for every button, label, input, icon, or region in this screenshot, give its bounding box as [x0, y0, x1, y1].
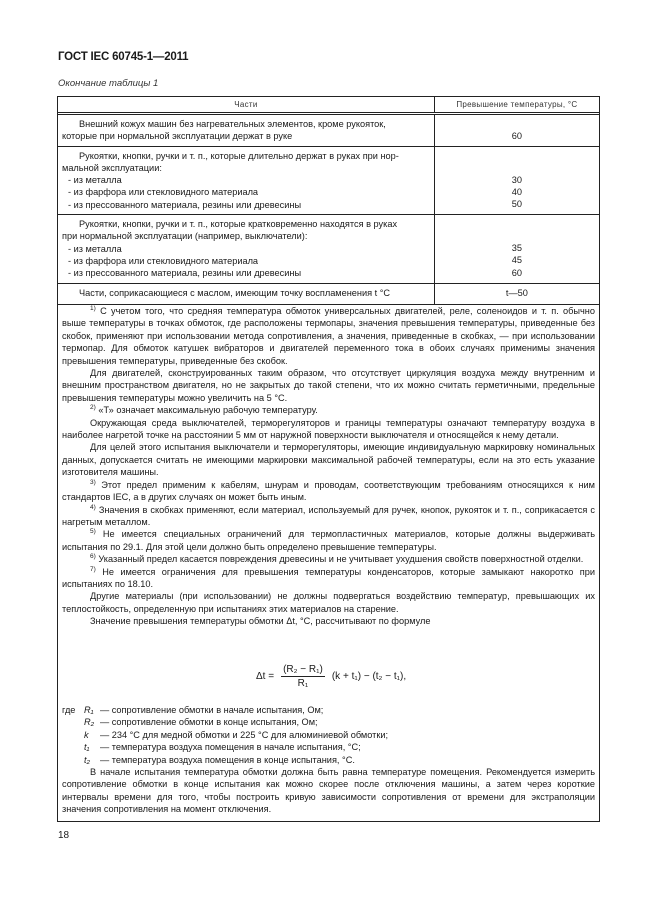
formula-numerator: (R₂ − R₁)	[283, 664, 323, 675]
formula-legend	[62, 704, 595, 766]
footnote-mark: 7)	[90, 565, 96, 573]
formula-rhs: (k + t₁) − (t₂ − t₁),	[331, 671, 407, 682]
row-text: Рукоятки, кнопки, ручки и т. п., которые кратковременно находятся в руках	[79, 219, 398, 230]
row-value: t—50	[505, 287, 528, 298]
footnote-text: Не имеется ограничения для превышения температуры конденсаторов, которые замыкают накоротко при испытаниях по 18.10.	[62, 566, 595, 589]
legend-row	[62, 754, 595, 766]
footnote-text: Другие материалы (при использовании) не должны подвергаться воздействию температур, превышающих их теплостойкость, определенную при испытаниях этих материалов на старение.	[62, 591, 595, 614]
row-item: - из прессованного материала, резины или древесины	[68, 268, 302, 279]
legend-text: — 234 °C для медной обмотки и 225 °C для алюминиевой обмотки;	[100, 729, 389, 740]
column-header-temperature: Превышение температуры, °C	[434, 97, 599, 114]
legend-text: — сопротивление обмотки в начале испытания, Ом;	[100, 705, 324, 715]
formula-denominator: R₁	[297, 678, 309, 689]
page-number: 18	[58, 830, 70, 841]
footnote-mark: 1)	[90, 305, 96, 312]
row-text: при нормальной эксплуатации (например, выключатели):	[62, 231, 308, 242]
footnote-paragraph	[62, 417, 595, 442]
legend-symbol: k	[84, 729, 89, 740]
legend-symbol: t₁	[84, 742, 90, 753]
footnote-text: «Т» означает максимальную рабочую температуру.	[98, 405, 318, 416]
table-header-row	[58, 97, 600, 114]
footnote-mark: 4)	[90, 503, 96, 511]
row-value: 50	[511, 199, 523, 210]
legend-row	[62, 741, 595, 753]
footnote-text: Для целей этого испытания выключатели и терморегуляторы, имеющие индивидуальную маркировку номинальных данных, допускается считать не имеющими маркировки максимальной рабочей температуры, если на это есть указание изготовителя машины.	[62, 442, 595, 478]
footnote-3	[62, 479, 595, 504]
legend-lead	[62, 716, 84, 728]
legend-lead: где	[62, 705, 76, 715]
footnote-2	[62, 404, 595, 416]
row-value: 35	[511, 243, 523, 254]
legend-text: — температура воздуха помещения в начале испытания, °C;	[100, 742, 361, 753]
legend-lead	[62, 754, 84, 766]
footnote-mark: 2)	[90, 404, 96, 412]
footnote-mark: 3)	[90, 478, 96, 486]
row-value: 40	[511, 186, 523, 197]
temperature-table	[57, 96, 600, 305]
row-item: - из фарфора или стекловидного материала	[68, 187, 259, 198]
footnote-6	[62, 553, 595, 565]
row-value	[435, 118, 599, 130]
footnote-text: Значения в скобках применяют, если материал, используемый для ручек, кнопок, рукояток и т. п., соприкасается с нагретым металлом.	[62, 504, 595, 527]
footnote-text: Значение превышения температуры обмотки Δt, °C, рассчитывают по формуле	[90, 616, 431, 627]
footnote-4	[62, 504, 595, 529]
footnote-paragraph	[62, 367, 595, 404]
row-text: которые при нормальной эксплуатации держат в руке	[62, 131, 293, 142]
row-text: Внешний кожух машин без нагревательных элементов, кроме рукояток,	[79, 119, 386, 129]
legend-symbol: R₁	[84, 705, 94, 715]
row-value: 45	[511, 255, 523, 266]
table-row	[58, 146, 600, 214]
table-row	[58, 114, 600, 147]
legend-row	[62, 729, 595, 741]
legend-symbol: t₂	[84, 754, 91, 765]
footnote-mark: 5)	[90, 528, 96, 536]
footnote-mark: 6)	[90, 553, 96, 561]
footnote-5	[62, 528, 595, 553]
footnote-paragraph	[62, 441, 595, 478]
formula-intro	[62, 615, 595, 627]
footnotes	[62, 305, 595, 628]
formula-fraction	[281, 664, 325, 689]
row-text: Рукоятки, кнопки, ручки и т. п., которые длительно держат в руках при нор-	[79, 150, 399, 161]
footnote-text: Окружающая среда выключателей, терморегуляторов и границы температуры означают температуру воздуха в наиболее нагретой точке на расстоянии 5 мм от наружной поверхности выключателя и относящейся к нему детали.	[62, 417, 595, 441]
footnote-7	[62, 566, 595, 591]
row-text: мальной эксплуатации:	[62, 162, 162, 173]
formula-lhs: Δt =	[256, 671, 275, 682]
row-item: - из металла	[68, 175, 122, 186]
row-item: - из фарфора или стекловидного материала	[68, 255, 259, 266]
column-header-parts: Части	[58, 97, 435, 114]
legend-text: — сопротивление обмотки в конце испытания, Ом;	[100, 717, 318, 728]
legend-lead	[62, 741, 84, 753]
footnote-1	[62, 305, 595, 367]
document-header: ГОСТ IEC 60745-1—2011	[58, 51, 189, 63]
footnote-paragraph	[62, 590, 595, 615]
table-row	[58, 215, 600, 283]
table-row	[58, 283, 600, 304]
closing-text: В начале испытания температура обмотки должна быть равна температуре помещения. Рекомендуется измерить сопротивление обмотки в конце испытания как можно скорее после отключения машины, а затем через короткие интервалы времени для того, чтобы построить кривую зависимости сопротивления от времени для экстраполяции значения сопротивления на момент отключения.	[62, 767, 595, 815]
legend-symbol: R₂	[84, 717, 95, 728]
footnote-text: Этот предел применим к кабелям, шнурам и проводам, соответствующим требованиям относящихся к ним стандартов IEC, а в других случаях он может быть иным.	[62, 479, 595, 503]
row-value: 60	[511, 267, 523, 278]
row-value: 30	[511, 174, 523, 185]
formula	[256, 664, 406, 689]
row-text: Части, соприкасающиеся с маслом, имеющим точку воспламенения t °C	[79, 287, 391, 298]
row-item: - из металла	[68, 243, 122, 254]
row-value: 60	[511, 131, 523, 142]
legend-text: — температура воздуха помещения в конце испытания, °C.	[100, 754, 355, 765]
legend-lead	[62, 729, 84, 741]
legend-row	[62, 716, 595, 728]
row-item: - из прессованного материала, резины или древесины	[68, 199, 302, 210]
legend-row	[62, 704, 595, 716]
table-caption: Окончание таблицы 1	[58, 78, 159, 89]
closing-paragraph	[62, 766, 595, 816]
footnote-text: С учетом того, что средняя температура обмоток универсальных двигателей, реле, соленоидов и т. п. обычно выше температуры в точках обмоток, где расположены термопары, значения превышения температуры, приведенные без скобок, применяют при использовании метода сопротивления, а значения, приведенные в скобках, — при использовании термопар. Для обмоток катушек вибраторов и двигателей переменного тока в обоих случаях применимы значения превышения температуры, приведенные без скобок.	[62, 306, 595, 366]
footnote-text: Не имеется специальных ограничений для термопластичных материалов, которые должны выдерживать испытания по 29.1. Для этой цели должно быть определено превышение температуры.	[62, 529, 595, 552]
footnote-text: Указанный предел касается повреждения древесины и не учитывает ухудшения свойств поверхностной отделки.	[98, 554, 584, 565]
footnote-text: Для двигателей, сконструированных таким образом, что отсутствует циркуляция воздуха между внутренним и внешним пространством двигателя, но не закрытых до такой степени, что их можно считать герметичными, предельные превышения температуры можно увеличить на 5 °C.	[62, 368, 595, 403]
